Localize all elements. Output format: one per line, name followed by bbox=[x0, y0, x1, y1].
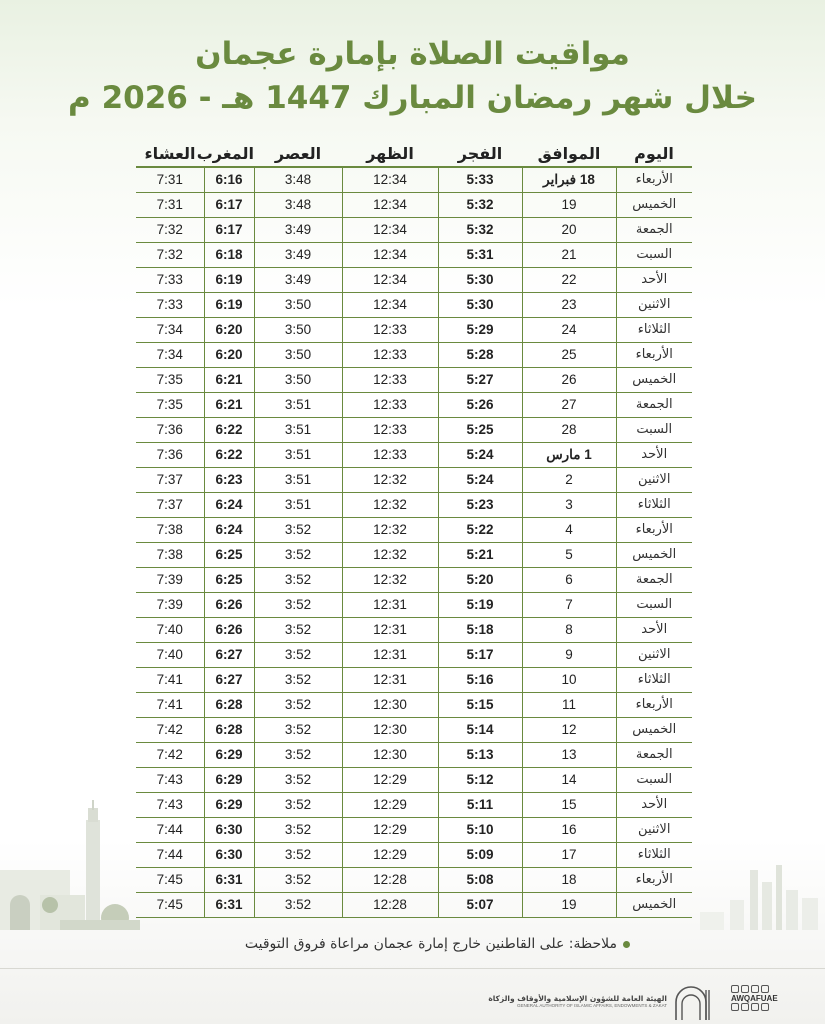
table-row bbox=[136, 317, 692, 342]
cell-dhuhr: 12:31 bbox=[342, 617, 438, 642]
cell-isha: 7:45 bbox=[136, 867, 204, 892]
cell-isha: 7:41 bbox=[136, 692, 204, 717]
cell-asr: 3:50 bbox=[254, 317, 342, 342]
cell-isha: 7:41 bbox=[136, 667, 204, 692]
cell-dhuhr: 12:29 bbox=[342, 767, 438, 792]
cell-maghrib: 6:29 bbox=[204, 792, 254, 817]
cell-maghrib: 6:27 bbox=[204, 642, 254, 667]
cell-fajr: 5:19 bbox=[438, 592, 522, 617]
cell-asr: 3:52 bbox=[254, 742, 342, 767]
cell-day: الثلاثاء bbox=[616, 317, 692, 342]
cell-isha: 7:31 bbox=[136, 167, 204, 192]
table-row bbox=[136, 642, 692, 667]
header-dhuhr: الظهر bbox=[366, 143, 414, 163]
cell-fajr: 5:32 bbox=[438, 192, 522, 217]
cell-day: الجمعة bbox=[616, 392, 692, 417]
cell-date: 4 bbox=[522, 517, 616, 542]
cell-maghrib: 6:26 bbox=[204, 592, 254, 617]
cell-isha: 7:40 bbox=[136, 642, 204, 667]
cell-fajr: 5:18 bbox=[438, 617, 522, 642]
cell-day: الأحد bbox=[616, 267, 692, 292]
cell-day: الثلاثاء bbox=[616, 492, 692, 517]
cell-isha: 7:39 bbox=[136, 592, 204, 617]
cell-day: الأحد bbox=[616, 442, 692, 467]
cell-maghrib: 6:30 bbox=[204, 842, 254, 867]
table-row bbox=[136, 692, 692, 717]
cell-date: 10 bbox=[522, 667, 616, 692]
header-day: اليوم bbox=[634, 143, 674, 163]
cell-asr: 3:50 bbox=[254, 367, 342, 392]
cell-asr: 3:52 bbox=[254, 567, 342, 592]
cell-fajr: 5:29 bbox=[438, 317, 522, 342]
cell-maghrib: 6:23 bbox=[204, 467, 254, 492]
table-row bbox=[136, 817, 692, 842]
organization-name bbox=[488, 994, 667, 1008]
cell-date: 26 bbox=[522, 367, 616, 392]
cell-maghrib: 6:20 bbox=[204, 317, 254, 342]
cell-fajr: 5:11 bbox=[438, 792, 522, 817]
cell-fajr: 5:24 bbox=[438, 467, 522, 492]
cell-date: 7 bbox=[522, 592, 616, 617]
table-row bbox=[136, 792, 692, 817]
cell-asr: 3:50 bbox=[254, 342, 342, 367]
cell-isha: 7:36 bbox=[136, 442, 204, 467]
cell-day: الخميس bbox=[616, 717, 692, 742]
cell-isha: 7:33 bbox=[136, 267, 204, 292]
cell-fajr: 5:13 bbox=[438, 742, 522, 767]
cell-fajr: 5:17 bbox=[438, 642, 522, 667]
cell-date: 18 فبراير bbox=[522, 167, 616, 192]
cell-dhuhr: 12:33 bbox=[342, 317, 438, 342]
cell-asr: 3:51 bbox=[254, 492, 342, 517]
cell-date: 3 bbox=[522, 492, 616, 517]
cell-date: 20 bbox=[522, 217, 616, 242]
table-row bbox=[136, 567, 692, 592]
table-body bbox=[136, 167, 692, 917]
cell-date: 11 bbox=[522, 692, 616, 717]
table-row bbox=[136, 742, 692, 767]
cell-dhuhr: 12:34 bbox=[342, 267, 438, 292]
cell-day: الخميس bbox=[616, 192, 692, 217]
table-row bbox=[136, 367, 692, 392]
cell-date: 17 bbox=[522, 842, 616, 867]
cell-maghrib: 6:16 bbox=[204, 167, 254, 192]
cell-fajr: 5:22 bbox=[438, 517, 522, 542]
header-asr: العصر bbox=[274, 143, 322, 163]
cell-isha: 7:37 bbox=[136, 492, 204, 517]
header-fajr: الفجر bbox=[457, 143, 503, 163]
cell-dhuhr: 12:30 bbox=[342, 742, 438, 767]
cell-dhuhr: 12:34 bbox=[342, 242, 438, 267]
cell-asr: 3:49 bbox=[254, 242, 342, 267]
header-isha: العشاء bbox=[144, 143, 196, 163]
cell-day: الأحد bbox=[616, 617, 692, 642]
cell-asr: 3:52 bbox=[254, 517, 342, 542]
table-row bbox=[136, 192, 692, 217]
cell-maghrib: 6:28 bbox=[204, 692, 254, 717]
cell-fajr: 5:28 bbox=[438, 342, 522, 367]
tiktok-icon[interactable] bbox=[731, 1003, 739, 1011]
cell-asr: 3:52 bbox=[254, 817, 342, 842]
cell-fajr: 5:25 bbox=[438, 417, 522, 442]
cell-maghrib: 6:19 bbox=[204, 292, 254, 317]
cell-fajr: 5:26 bbox=[438, 392, 522, 417]
cell-dhuhr: 12:30 bbox=[342, 717, 438, 742]
cell-day: الاثنين bbox=[616, 642, 692, 667]
cell-asr: 3:49 bbox=[254, 217, 342, 242]
table-header-row bbox=[136, 140, 692, 167]
page-title: مواقيت الصلاة بإمارة عجمان bbox=[195, 36, 630, 72]
cell-date: 24 bbox=[522, 317, 616, 342]
cell-maghrib: 6:25 bbox=[204, 542, 254, 567]
cell-maghrib: 6:18 bbox=[204, 242, 254, 267]
cell-day: السبت bbox=[616, 592, 692, 617]
cell-date: 21 bbox=[522, 242, 616, 267]
page-subtitle: خلال شهر رمضان المبارك 1447 هـ - 2026 م bbox=[68, 80, 757, 116]
cell-day: الاثنين bbox=[616, 817, 692, 842]
cell-dhuhr: 12:29 bbox=[342, 842, 438, 867]
cell-isha: 7:34 bbox=[136, 342, 204, 367]
table-row bbox=[136, 842, 692, 867]
cell-date: 5 bbox=[522, 542, 616, 567]
cell-asr: 3:49 bbox=[254, 267, 342, 292]
table-row bbox=[136, 242, 692, 267]
cell-day: الأربعاء bbox=[616, 867, 692, 892]
cell-day: الأحد bbox=[616, 792, 692, 817]
cell-date: 19 bbox=[522, 192, 616, 217]
social-handle[interactable]: AWQAFUAE bbox=[731, 994, 778, 1003]
table-row bbox=[136, 892, 692, 917]
cell-maghrib: 6:22 bbox=[204, 417, 254, 442]
cell-maghrib: 6:31 bbox=[204, 892, 254, 917]
cell-date: 15 bbox=[522, 792, 616, 817]
cell-date: 9 bbox=[522, 642, 616, 667]
cell-date: 12 bbox=[522, 717, 616, 742]
table-row bbox=[136, 392, 692, 417]
cell-date: 23 bbox=[522, 292, 616, 317]
social-block bbox=[731, 985, 778, 1011]
table-row bbox=[136, 617, 692, 642]
cell-day: الجمعة bbox=[616, 742, 692, 767]
cell-dhuhr: 12:33 bbox=[342, 367, 438, 392]
cell-asr: 3:52 bbox=[254, 842, 342, 867]
table-row bbox=[136, 167, 692, 192]
cell-dhuhr: 12:32 bbox=[342, 567, 438, 592]
title-block bbox=[0, 34, 825, 122]
cell-asr: 3:51 bbox=[254, 467, 342, 492]
cell-fajr: 5:30 bbox=[438, 292, 522, 317]
cell-fajr: 5:10 bbox=[438, 817, 522, 842]
cell-isha: 7:43 bbox=[136, 767, 204, 792]
cell-maghrib: 6:22 bbox=[204, 442, 254, 467]
cell-isha: 7:31 bbox=[136, 192, 204, 217]
cell-day: الثلاثاء bbox=[616, 842, 692, 867]
prayer-times-table-wrap bbox=[136, 140, 692, 918]
cell-asr: 3:52 bbox=[254, 792, 342, 817]
table-row bbox=[136, 267, 692, 292]
cell-asr: 3:48 bbox=[254, 192, 342, 217]
prayer-times-table bbox=[136, 140, 692, 918]
cell-fajr: 5:09 bbox=[438, 842, 522, 867]
cell-dhuhr: 12:31 bbox=[342, 642, 438, 667]
cell-isha: 7:38 bbox=[136, 542, 204, 567]
cell-date: 22 bbox=[522, 267, 616, 292]
table-row bbox=[136, 717, 692, 742]
cell-asr: 3:51 bbox=[254, 442, 342, 467]
table-row bbox=[136, 442, 692, 467]
cell-dhuhr: 12:32 bbox=[342, 517, 438, 542]
cell-asr: 3:51 bbox=[254, 417, 342, 442]
cell-fajr: 5:21 bbox=[438, 542, 522, 567]
table-row bbox=[136, 217, 692, 242]
cell-asr: 3:52 bbox=[254, 667, 342, 692]
cell-isha: 7:35 bbox=[136, 367, 204, 392]
cell-fajr: 5:23 bbox=[438, 492, 522, 517]
cell-maghrib: 6:21 bbox=[204, 367, 254, 392]
table-row bbox=[136, 592, 692, 617]
social-icons-row-bottom bbox=[731, 1003, 771, 1011]
cell-maghrib: 6:30 bbox=[204, 817, 254, 842]
cell-dhuhr: 12:32 bbox=[342, 542, 438, 567]
cell-dhuhr: 12:28 bbox=[342, 867, 438, 892]
cell-isha: 7:38 bbox=[136, 517, 204, 542]
table-row bbox=[136, 292, 692, 317]
cell-asr: 3:52 bbox=[254, 892, 342, 917]
cell-dhuhr: 12:34 bbox=[342, 192, 438, 217]
footer-divider bbox=[0, 968, 825, 969]
table-row bbox=[136, 467, 692, 492]
cell-maghrib: 6:29 bbox=[204, 742, 254, 767]
cell-fajr: 5:30 bbox=[438, 267, 522, 292]
cell-isha: 7:32 bbox=[136, 242, 204, 267]
cell-isha: 7:40 bbox=[136, 617, 204, 642]
cell-asr: 3:48 bbox=[254, 167, 342, 192]
cell-isha: 7:32 bbox=[136, 217, 204, 242]
cell-date: 28 bbox=[522, 417, 616, 442]
cell-day: السبت bbox=[616, 417, 692, 442]
header-maghrib: المغرب bbox=[196, 143, 254, 163]
cell-dhuhr: 12:33 bbox=[342, 392, 438, 417]
cell-isha: 7:35 bbox=[136, 392, 204, 417]
cell-isha: 7:37 bbox=[136, 467, 204, 492]
cell-day: الأربعاء bbox=[616, 517, 692, 542]
cell-date: 19 bbox=[522, 892, 616, 917]
table-row bbox=[136, 517, 692, 542]
cell-date: 2 bbox=[522, 467, 616, 492]
cell-isha: 7:42 bbox=[136, 742, 204, 767]
youtube-icon[interactable] bbox=[761, 985, 769, 993]
cell-dhuhr: 12:29 bbox=[342, 817, 438, 842]
cell-maghrib: 6:24 bbox=[204, 492, 254, 517]
cell-isha: 7:34 bbox=[136, 317, 204, 342]
cell-isha: 7:36 bbox=[136, 417, 204, 442]
table-row bbox=[136, 767, 692, 792]
cell-maghrib: 6:28 bbox=[204, 717, 254, 742]
table-row bbox=[136, 342, 692, 367]
cell-isha: 7:44 bbox=[136, 817, 204, 842]
cell-dhuhr: 12:29 bbox=[342, 792, 438, 817]
table-row bbox=[136, 867, 692, 892]
cell-maghrib: 6:17 bbox=[204, 192, 254, 217]
facebook-icon[interactable] bbox=[751, 985, 759, 993]
cell-asr: 3:52 bbox=[254, 592, 342, 617]
cell-maghrib: 6:21 bbox=[204, 392, 254, 417]
cell-day: الجمعة bbox=[616, 567, 692, 592]
cell-dhuhr: 12:30 bbox=[342, 692, 438, 717]
cell-date: 6 bbox=[522, 567, 616, 592]
cell-asr: 3:50 bbox=[254, 292, 342, 317]
cell-asr: 3:52 bbox=[254, 692, 342, 717]
city-skyline-illustration bbox=[690, 860, 825, 930]
cell-fajr: 5:14 bbox=[438, 717, 522, 742]
cell-dhuhr: 12:31 bbox=[342, 592, 438, 617]
note bbox=[190, 936, 630, 952]
cell-fajr: 5:07 bbox=[438, 892, 522, 917]
cell-maghrib: 6:20 bbox=[204, 342, 254, 367]
cell-maghrib: 6:29 bbox=[204, 767, 254, 792]
cell-fajr: 5:16 bbox=[438, 667, 522, 692]
cell-dhuhr: 12:33 bbox=[342, 442, 438, 467]
cell-fajr: 5:31 bbox=[438, 242, 522, 267]
cell-isha: 7:43 bbox=[136, 792, 204, 817]
cell-date: 18 bbox=[522, 867, 616, 892]
social-icons-row-top bbox=[731, 985, 771, 993]
cell-day: السبت bbox=[616, 767, 692, 792]
cell-dhuhr: 12:32 bbox=[342, 492, 438, 517]
cell-maghrib: 6:19 bbox=[204, 267, 254, 292]
whatsapp-icon[interactable] bbox=[751, 1003, 759, 1011]
cell-maghrib: 6:31 bbox=[204, 867, 254, 892]
cell-isha: 7:45 bbox=[136, 892, 204, 917]
linkedin-icon[interactable] bbox=[761, 1003, 769, 1011]
snapchat-icon[interactable] bbox=[741, 1003, 749, 1011]
cell-isha: 7:42 bbox=[136, 717, 204, 742]
cell-date: 13 bbox=[522, 742, 616, 767]
cell-date: 8 bbox=[522, 617, 616, 642]
cell-day: الخميس bbox=[616, 892, 692, 917]
cell-isha: 7:44 bbox=[136, 842, 204, 867]
cell-fajr: 5:08 bbox=[438, 867, 522, 892]
cell-dhuhr: 12:34 bbox=[342, 167, 438, 192]
note-text: ملاحظة: على القاطنين خارج إمارة عجمان مراعاة فروق التوقيت bbox=[244, 936, 617, 952]
cell-fajr: 5:33 bbox=[438, 167, 522, 192]
cell-dhuhr: 12:34 bbox=[342, 292, 438, 317]
cell-day: الأربعاء bbox=[616, 692, 692, 717]
cell-day: الثلاثاء bbox=[616, 667, 692, 692]
cell-fajr: 5:20 bbox=[438, 567, 522, 592]
instagram-icon[interactable] bbox=[741, 985, 749, 993]
cell-date: 25 bbox=[522, 342, 616, 367]
cell-asr: 3:52 bbox=[254, 542, 342, 567]
bullet-icon bbox=[623, 941, 630, 948]
cell-day: الخميس bbox=[616, 367, 692, 392]
organization-name-ar: الهيئة العامة للشؤون الإسلامية والأوقاف والزكاة bbox=[488, 994, 667, 1003]
cell-asr: 3:51 bbox=[254, 392, 342, 417]
cell-day: الاثنين bbox=[616, 292, 692, 317]
cell-maghrib: 6:27 bbox=[204, 667, 254, 692]
cell-dhuhr: 12:28 bbox=[342, 892, 438, 917]
cell-day: الخميس bbox=[616, 542, 692, 567]
cell-date: 16 bbox=[522, 817, 616, 842]
cell-maghrib: 6:17 bbox=[204, 217, 254, 242]
header-date: الموافق bbox=[537, 143, 601, 163]
cell-dhuhr: 12:31 bbox=[342, 667, 438, 692]
cell-isha: 7:33 bbox=[136, 292, 204, 317]
cell-fajr: 5:12 bbox=[438, 767, 522, 792]
x-icon[interactable] bbox=[731, 985, 739, 993]
cell-fajr: 5:15 bbox=[438, 692, 522, 717]
cell-dhuhr: 12:33 bbox=[342, 417, 438, 442]
cell-asr: 3:52 bbox=[254, 642, 342, 667]
cell-day: الأربعاء bbox=[616, 167, 692, 192]
cell-day: الاثنين bbox=[616, 467, 692, 492]
cell-asr: 3:52 bbox=[254, 867, 342, 892]
cell-isha: 7:39 bbox=[136, 567, 204, 592]
cell-date: 14 bbox=[522, 767, 616, 792]
cell-maghrib: 6:24 bbox=[204, 517, 254, 542]
cell-dhuhr: 12:34 bbox=[342, 217, 438, 242]
cell-maghrib: 6:25 bbox=[204, 567, 254, 592]
table-row bbox=[136, 667, 692, 692]
table-row bbox=[136, 492, 692, 517]
cell-day: الجمعة bbox=[616, 217, 692, 242]
cell-day: السبت bbox=[616, 242, 692, 267]
organization-name-en: GENERAL AUTHORITY OF ISLAMIC AFFAIRS, ENDOWMENTS & ZAKAT bbox=[517, 1003, 667, 1008]
cell-fajr: 5:27 bbox=[438, 367, 522, 392]
cell-dhuhr: 12:32 bbox=[342, 467, 438, 492]
cell-dhuhr: 12:33 bbox=[342, 342, 438, 367]
cell-date: 1 مارس bbox=[522, 442, 616, 467]
cell-date: 27 bbox=[522, 392, 616, 417]
authority-logo-icon bbox=[670, 986, 712, 1020]
cell-fajr: 5:24 bbox=[438, 442, 522, 467]
table-row bbox=[136, 417, 692, 442]
cell-maghrib: 6:26 bbox=[204, 617, 254, 642]
cell-asr: 3:52 bbox=[254, 717, 342, 742]
cell-day: الأربعاء bbox=[616, 342, 692, 367]
cell-asr: 3:52 bbox=[254, 617, 342, 642]
mosque-skyline-illustration bbox=[0, 800, 140, 930]
cell-asr: 3:52 bbox=[254, 767, 342, 792]
cell-fajr: 5:32 bbox=[438, 217, 522, 242]
table-row bbox=[136, 542, 692, 567]
